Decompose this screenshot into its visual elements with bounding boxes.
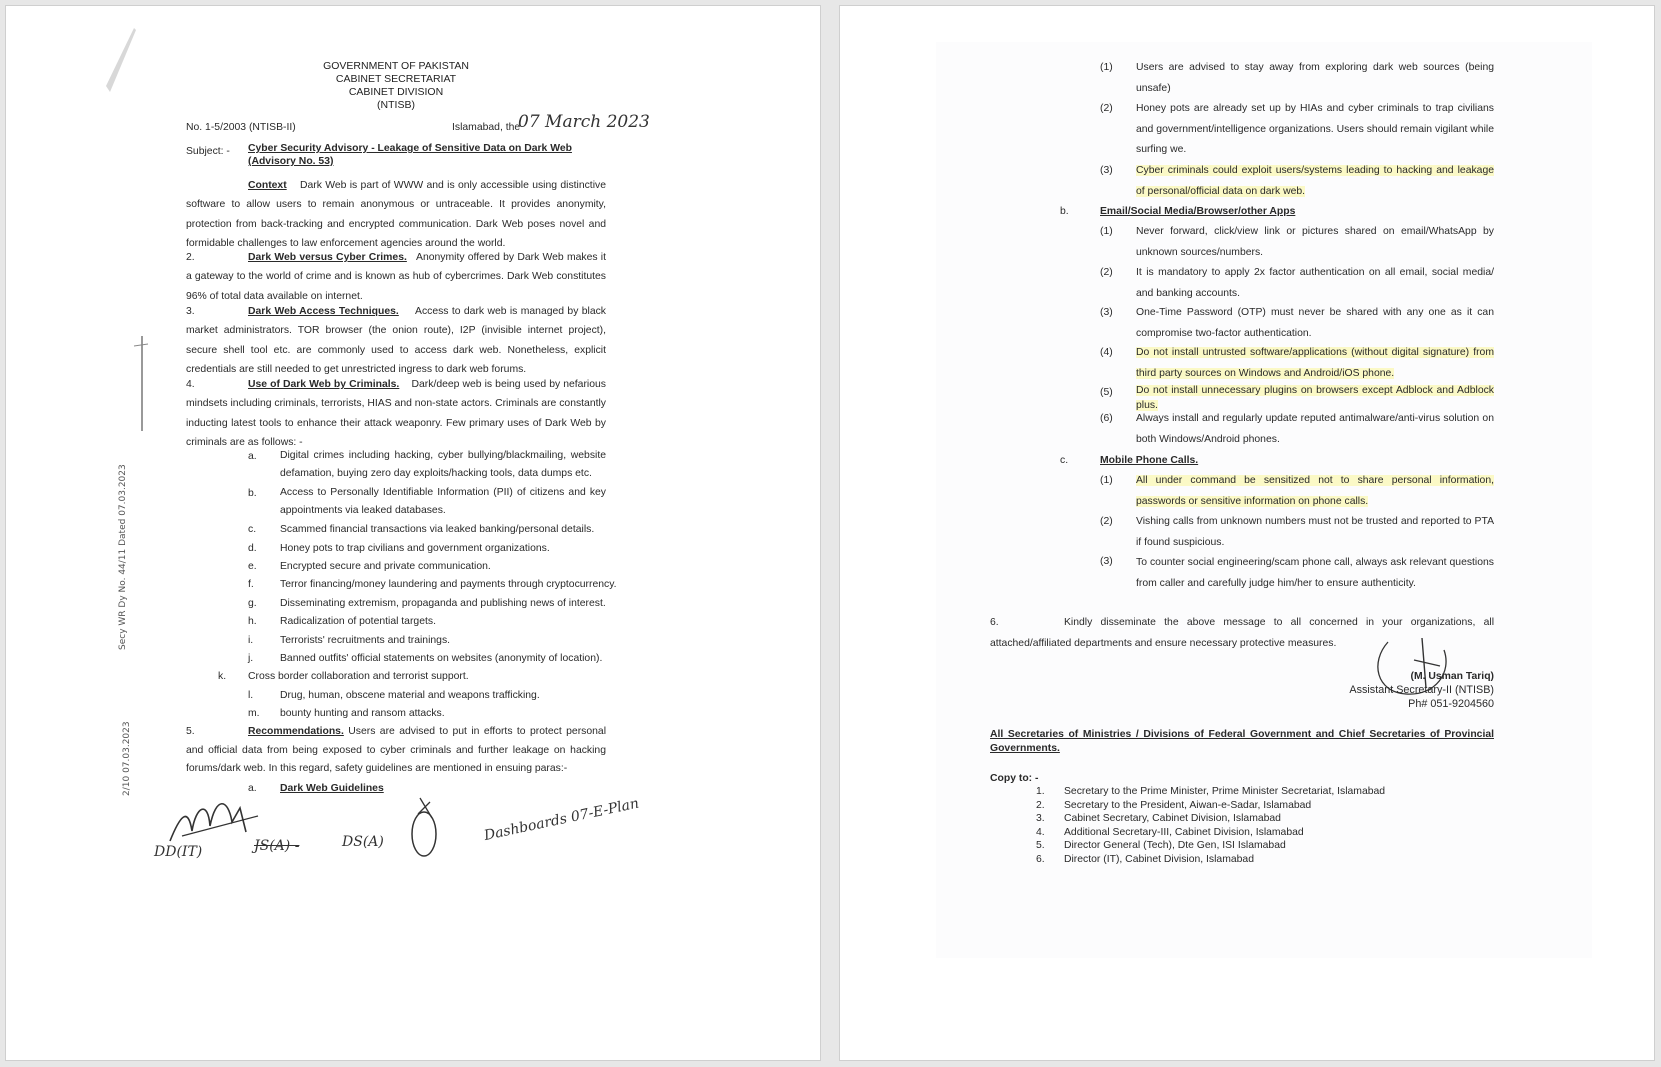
use-item: Radicalization of potential targets. [280,616,436,627]
call-item [1136,471,1494,512]
copy-to-number: 2. [1036,799,1045,811]
call-label: (1) [1100,475,1113,486]
copy-to-text: Director (IT), Cabinet Division, Islamabad [1064,853,1254,865]
copy-to-number: 1. [1036,786,1045,797]
section-c-heading-text: Mobile Phone Calls. [1100,455,1199,466]
email-item: Always install and regularly update reputed antimalware/anti-virus solution on both Windows/Android phones. [1136,413,1494,445]
document-page-1 [5,5,821,1061]
copy-to-item [1036,799,1385,813]
paragraph-4 [186,375,606,452]
use-item: Digital crimes including hacking, cyber bullying/blackmailing, website defamation, buying zero day exploits/hacking tools, data dumps etc. [280,450,606,479]
use-item: Disseminating extremism, propaganda and publishing news of interest. [280,598,606,609]
subject-label: Subject: - [186,146,230,157]
signatory-name: (M. Usman Tariq) [1410,671,1494,682]
section-b-label: b. [1060,206,1069,217]
copy-to-number: 6. [1036,853,1045,865]
guidelines-heading-text: Dark Web Guidelines [280,783,384,794]
section-b-heading-text: Email/Social Media/Browser/other Apps [1100,206,1296,217]
copy-to-item [1036,812,1385,826]
margin-stamp: Secy WR Dy No. 44/11 Dated 07.03.2023 [118,464,128,650]
letterhead-line: CABINET SECRETARIAT [335,73,457,85]
letterhead-line: CABINET DIVISION [348,86,444,98]
paragraph-2 [186,248,606,306]
guideline-label: (2) [1100,103,1113,114]
paragraph-6-number: 6. [990,617,999,628]
scanned-sheet-2 [936,42,1592,958]
scan-smudge-icon [106,26,146,96]
highlighted-text: Do not install unnecessary plugins on browsers except Adblock and Adblock plus. [1136,385,1494,411]
copy-to-item [1036,826,1385,840]
guideline-label: (1) [1100,62,1113,73]
copy-to-text: Cabinet Secretary, Cabinet Division, Islamabad [1064,813,1281,824]
copy-to-number: 4. [1036,826,1045,838]
paragraph-3-heading: Dark Web Access Techniques. [248,306,399,317]
handwritten-initial-icon [406,794,446,864]
guidelines-label: a. [248,783,257,794]
guideline-item: Honey pots are already set up by HIAs and cyber criminals to trap civilians and government/intelligence organizations. Users should remain vigilant while surfing we. [1136,103,1494,155]
bottom-annotation: JS(A) - [254,838,300,854]
email-label: (5) [1100,387,1113,398]
use-label: k. [218,671,227,682]
email-label: (1) [1100,226,1113,237]
signatory-title: Assistant Secretary-II (NTISB) [1349,684,1494,696]
copy-to-item [1036,839,1385,853]
copy-to-list [1036,785,1385,866]
subject-text-underlined: Cyber Security Advisory - Leakage of Sensitive Data on Dark Web (Advisory No. 53) [248,143,572,167]
use-item: Drug, human, obscene material and weapons trafficking. [280,690,540,701]
copy-to-text: Secretary to the President, Aiwan-e-Sadar, Islamabad [1064,799,1312,811]
copy-to-text: Director General (Tech), Dte Gen, ISI Islamabad [1064,840,1286,851]
paragraph-5-text: Users are advised to put in efforts to protect personal and official data from being exposed to cyber criminals and further leakage on hacking forums/dark web. In this regard, safety guidelines are mentioned in ensuing paras:- [186,726,606,774]
paragraph-3-number: 3. [186,306,195,317]
use-item: Encrypted secure and private communication. [280,561,491,572]
copy-to-item [1036,785,1385,799]
call-item: To counter social engineering/scam phone call, always ask relevant questions from caller and carefully judge him/her to ensure authenticity. [1136,557,1494,589]
use-label: c. [248,524,257,535]
copy-to-label: Copy to: - [990,773,1039,784]
context-text: Dark Web is part of WWW and is only accessible using distinctive software to allow users to remain anonymous or untraceable. It provides anonymity, protection from back-tracking and encrypted communication. Dark Web poses novel and formidable challenges to law enforcement agencies around the world. [186,180,606,249]
margin-mark-icon [130,336,154,436]
copy-to-number: 5. [1036,840,1045,851]
paragraph-5 [186,723,606,779]
use-label: e. [248,561,257,572]
highlighted-text: Cyber criminals could exploit users/systems leading to hacking and leakage of personal/official data on dark web. [1136,165,1494,197]
paragraph-3-text: Access to dark web is managed by black market administrators. TOR browser (the onion route), I2P (invisible internet project), secure shell tool etc. are commonly used to access dark web. Nonetheless, explicit credentials are still needed to get unrestricted ingress to dark web forums. [186,306,607,375]
use-label: l. [248,690,254,701]
paragraph-2-number: 2. [186,252,195,263]
addressees-text: All Secretaries of Ministries / Divisions of Federal Government and Chief Secretaries of Provincial Governments. [990,729,1494,754]
use-label: g. [248,598,257,609]
guideline-item [1136,161,1494,202]
paragraph-5-number: 5. [186,726,195,737]
place-label: Islamabad, the [452,122,521,133]
bottom-annotation: DD(IT) [154,844,203,860]
use-item: Cross border collaboration and terrorist support. [248,671,469,682]
email-item [1136,343,1494,384]
guideline-item: Users are advised to stay away from exploring dark web sources (being unsafe) [1136,62,1494,94]
context-paragraph [186,176,606,253]
use-item: Banned outfits' official statements on websites (anonymity of location). [280,653,603,664]
subject-text [248,142,606,168]
email-label: (6) [1100,413,1113,424]
margin-stamp: 2/10 07.03.2023 [122,721,132,796]
highlighted-text: All under command be sensitized not to share personal information, passwords or sensitive information on phone calls. [1136,475,1494,507]
use-item: bounty hunting and ransom attacks. [280,708,445,719]
use-item: Honey pots to trap civilians and government organizations. [280,543,550,554]
guideline-label: (3) [1100,165,1113,176]
use-label: a. [248,451,257,462]
highlighted-text: Do not install untrusted software/applications (without digital signature) from third party sources on Windows and Android/iOS phone. [1136,347,1494,379]
letterhead [306,60,486,112]
use-label: i. [248,635,254,646]
signatory-phone: Ph# 051-9204560 [1408,698,1494,710]
scanned-sheet-1 [106,26,706,911]
email-label: (2) [1100,267,1113,278]
email-label: (3) [1100,307,1113,318]
copy-to-item [1036,853,1385,867]
context-heading: Context [248,180,287,191]
email-label: (4) [1100,347,1113,358]
call-label: (2) [1100,516,1113,527]
use-label: d. [248,543,257,554]
paragraph-2-heading: Dark Web versus Cyber Crimes. [248,252,407,263]
letterhead-line: (NTISB) [377,99,415,111]
section-b-heading [1100,202,1295,221]
use-item: Terror financing/money laundering and payments through cryptocurrency. [280,579,617,590]
paragraph-4-text: Dark/deep web is being used by nefarious mindsets including criminals, terrorists, HIAS and non-state actors. Criminals are constantly inducting latest tools to enhance their attack weaponry. Few primary uses of Dark Web by criminals are as follows: - [186,379,606,448]
use-label: f. [248,579,254,590]
handwritten-date: 07 March 2023 [518,112,650,132]
call-label: (3) [1100,556,1113,567]
section-c-label: c. [1060,455,1069,466]
call-item: Vishing calls from unknown numbers must not be trusted and reported to PTA if found suspicious. [1136,516,1494,548]
copy-to-number: 3. [1036,813,1045,824]
bottom-annotation: Dashboards 07-E-Plan [482,795,641,844]
use-label: b. [248,488,257,499]
paragraph-4-number: 4. [186,379,195,390]
paragraph-3 [186,302,606,379]
use-item: Access to Personally Identifiable Information (PII) of citizens and key appointments via leaked databases. [280,487,606,516]
section-c-heading [1100,451,1198,470]
use-label: m. [248,708,260,719]
letterhead-line: GOVERNMENT OF PAKISTAN [323,60,469,72]
copy-to-text: Secretary to the Prime Minister, Prime Minister Secretariat, Islamabad [1064,786,1386,797]
paragraph-2-text: Anonymity offered by Dark Web makes it a gateway to the world of crime and is known as hub of cybercrimes. Dark Web constitutes 96% of total data available on internet. [186,252,606,302]
paragraph-4-heading: Use of Dark Web by Criminals. [248,379,400,390]
use-item: Terrorists' recruitments and trainings. [280,635,451,646]
use-label: h. [248,616,257,627]
email-item: It is mandatory to apply 2x factor authentication on all email, social media/ and banking accounts. [1136,267,1494,299]
paragraph-5-heading: Recommendations. [248,726,344,737]
paragraph-6-text: Kindly disseminate the above message to all concerned in your organizations, all attached/affiliated departments and ensure necessary protective measures. [990,617,1494,649]
document-page-2 [839,5,1655,1061]
bottom-annotation: DS(A) [342,834,384,850]
guidelines-heading [280,779,384,798]
reference-number: No. 1-5/2003 (NTISB-II) [186,122,296,133]
addressees [990,728,1494,756]
use-item: Scammed financial transactions via leaked banking/personal details. [280,524,595,535]
copy-to-text: Additional Secretary-III, Cabinet Division, Islamabad [1064,826,1304,838]
email-item: Never forward, click/view link or pictures shared on email/WhatsApp by unknown sources/numbers. [1136,226,1494,258]
use-label: j. [248,653,254,664]
email-item: One-Time Password (OTP) must never be shared with any one as it can compromise two-factor authentication. [1136,307,1494,339]
